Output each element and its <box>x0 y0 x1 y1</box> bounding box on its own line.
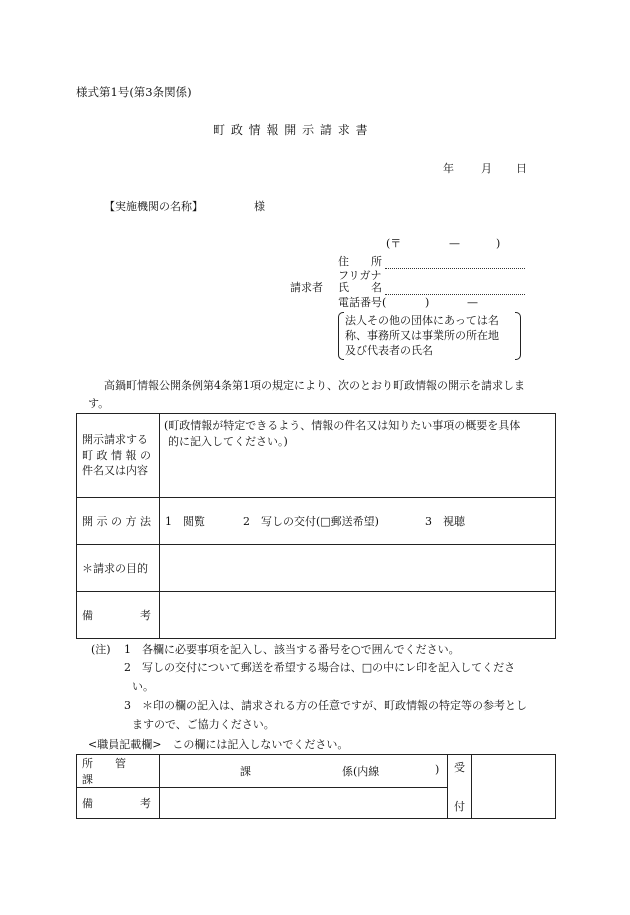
date-year: 年 <box>443 162 454 175</box>
remarks-label-b: 考 <box>140 609 151 622</box>
name-line <box>385 294 525 295</box>
subject-label-1: 開示請求する <box>82 432 148 446</box>
remarks-label-cell <box>77 592 160 639</box>
corp-note-3: 及び代表者の氏名 <box>345 344 433 357</box>
purpose-label: ＊請求の目的 <box>77 545 160 592</box>
subject-hint-2: 的に記入してください。) <box>168 435 288 448</box>
address-line <box>385 268 525 269</box>
request-text-2: す。 <box>88 397 110 410</box>
staff-remarks-label-a: 備 <box>82 797 93 810</box>
note-2-line-2: い。 <box>132 680 154 693</box>
purpose-input[interactable] <box>160 545 556 592</box>
remarks-input[interactable] <box>160 592 556 639</box>
name-label: 氏 名 <box>338 281 382 294</box>
row-purpose <box>77 545 556 592</box>
note-3-line-1: 3 ＊印の欄の記入は、請求される方の任意ですが、町政情報の特定等の参考とし <box>124 699 527 712</box>
staff-ext-close: ) <box>435 763 440 776</box>
staff-remarks-label-b: 考 <box>140 797 151 810</box>
subject-label-cell <box>77 414 160 498</box>
subject-hint-1: (町政情報が特定できるよう、情報の件名又は知りたい事項の概要を具体 <box>164 419 521 432</box>
receipt-label-cell <box>448 755 472 819</box>
address-label: 住 所 <box>338 255 382 268</box>
row-remarks <box>77 592 556 639</box>
postal-open: (〒 <box>386 237 402 250</box>
method-option-listen[interactable]: 3 視聴 <box>425 515 465 528</box>
date-month: 月 <box>481 162 492 175</box>
form-id: 様式第1号(第3条関係) <box>76 85 192 99</box>
notes-head: (注) <box>91 643 111 656</box>
dept-input[interactable] <box>160 755 448 788</box>
note-2-line-1: 2 写しの交付について郵送を希望する場合は、□の中にレ印を記入してくださ <box>124 661 516 674</box>
staff-header: <職員記載欄> この欄には記入しないでください。 <box>88 738 349 751</box>
recipient-label: 【実施機関の名称】 <box>104 200 203 213</box>
phone-dash: — <box>467 296 478 309</box>
phone-label: 電話番号( <box>338 296 387 309</box>
staff-table <box>76 754 556 819</box>
receipt-stamp-area[interactable] <box>472 755 556 819</box>
phone-close: ) <box>425 296 430 309</box>
corp-bracket-left <box>338 312 344 360</box>
staff-ext-label: 係(内線 <box>342 765 380 778</box>
page-title: 町 政 情 報 開 示 請 求 書 <box>213 123 369 137</box>
subject-label-3: 件名又は内容 <box>82 464 148 478</box>
method-options <box>160 498 556 545</box>
section-label: 課 <box>240 765 251 778</box>
postal-dash: — <box>449 237 460 250</box>
staff-row-dept <box>77 755 556 788</box>
remarks-label-a: 備 <box>82 609 93 622</box>
requester-label: 請求者 <box>290 281 323 294</box>
method-option-view[interactable]: 1 閲覧 <box>165 515 205 528</box>
note-1: 1 各欄に必要事項を記入し、該当する番号を○で囲んでください。 <box>124 643 460 656</box>
row-subject <box>77 414 556 498</box>
dept-label-cell <box>77 755 160 788</box>
recipient-honorific: 様 <box>254 200 265 213</box>
staff-remarks-input[interactable] <box>160 788 448 819</box>
corp-note-2: 称、事務所又は事業所の所在地 <box>345 329 499 342</box>
method-option-copy[interactable]: 2 写しの交付(□郵送希望) <box>243 515 379 528</box>
dept-label: 所 管 課 <box>82 757 148 786</box>
furigana-label: フリガナ <box>338 269 382 282</box>
staff-remarks-label-cell <box>77 788 160 819</box>
request-text-1: 高鍋町情報公開条例第4条第1項の規定により、次のとおり町政情報の開示を請求しま <box>104 379 525 392</box>
corp-bracket-right <box>515 312 521 360</box>
date-day: 日 <box>516 162 527 175</box>
method-label: 開 示 の 方 法 <box>77 498 160 545</box>
request-table <box>76 413 556 639</box>
subject-input[interactable] <box>160 414 556 498</box>
row-method <box>77 498 556 545</box>
postal-close: ) <box>496 237 501 250</box>
corp-note-1: 法人その他の団体にあっては名 <box>345 314 499 327</box>
receipt-label-2: 付 <box>454 800 465 813</box>
note-3-line-2: ますので、ご協力ください。 <box>132 718 275 731</box>
subject-label-2: 町 政 情 報 の <box>82 448 151 462</box>
receipt-label-1: 受 <box>454 761 465 774</box>
